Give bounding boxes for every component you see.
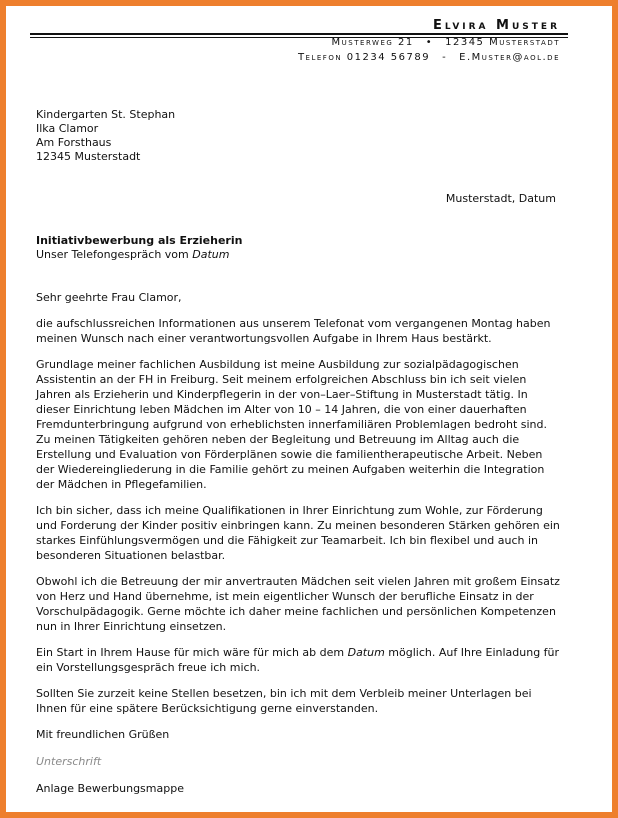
sender-street: Musterweg 21 xyxy=(331,37,414,48)
sender-city: 12345 Musterstadt xyxy=(445,37,560,48)
paragraph-qualifications: Ich bin sicher, dass ich meine Qualifikationen in Ihrer Einrichtung zum Wohle, zur Förderung und Forderung der Kinder positiv einbringen kann. Zu meinen besonderen Stärken gehören ein starkes Einfühlungsvermögen und die Fähigkeit zur Teamarbeit. Ich bin flexibel und auch in besonderen Situationen belastbar. xyxy=(36,504,560,562)
sender-phone: Telefon 01234 56789 xyxy=(297,52,431,63)
paragraph-start-date xyxy=(36,645,561,675)
paragraph-closing-remark: Sollten Sie zurzeit keine Stellen besetzen, bin ich mit dem Verbleib meiner Unterlagen bei Ihnen für eine spätere Berücksichtigung gerne einverstanden. xyxy=(36,687,532,715)
separator-dash: - xyxy=(442,52,448,63)
start-text-b: möglich. Auf Ihre Einladung für ein Vorstellungsgespräch freue ich mich. xyxy=(36,646,560,674)
sender-name: Elvira Muster xyxy=(432,18,560,33)
recipient-line: Ilka Clamor xyxy=(36,122,99,135)
recipient-address xyxy=(36,108,175,164)
signature-placeholder: Unterschrift xyxy=(36,755,102,768)
subject-block xyxy=(36,234,242,262)
letter-page xyxy=(6,6,612,812)
paragraph-education: Grundlage meiner fachlichen Ausbildung ist meine Ausbildung zur sozialpädagogischen Assistentin an der FH in Freiburg. Seit meinem erfolgreichen Abschluss bin ich seit vielen Jahren als Erzieherin und Kinderpflegerin in der von–Laer–Stiftung in Musterstadt tätig. In dieser Einrichtung leben Mädchen im Alter von 10 – 14 Jahren, die von einer dauerhaften Fremdunterbringung aufgrund von erheblichsten innerfamiliären Problemlagen bedroht sind. Zu meinen Tätigkeiten gehören neben der Begleitung und Betreuung im Alltag auch die Erstellung und Evaluation von Förderplänen sowie die familientherapeutische Arbeit. Neben der Wiedereingliederung in die Familie gehört zu meinen Aufgaben weiterhin die Integration der Mädchen in Pflegefamilien. xyxy=(36,358,548,491)
recipient-line: Am Forsthaus xyxy=(36,136,112,149)
sender-contact-line xyxy=(298,52,560,63)
letter-date: Musterstadt, Datum xyxy=(445,192,556,205)
closing-phrase: Mit freundlichen Grüßen xyxy=(36,728,170,741)
salutation: Sehr geehrte Frau Clamor, xyxy=(36,291,182,304)
recipient-line: 12345 Musterstadt xyxy=(36,150,141,163)
header-rule-thick xyxy=(30,33,568,35)
sender-email: E.Muster@aol.de xyxy=(459,52,560,63)
reference-prefix: Unser Telefongespräch vom xyxy=(36,248,193,261)
subject-reference xyxy=(36,248,242,262)
sender-address-line xyxy=(332,37,560,48)
reference-date: Datum xyxy=(192,248,230,261)
subject-title: Initiativbewerbung als Erzieherin xyxy=(36,234,243,247)
paragraph-motivation: Obwohl ich die Betreuung der mir anvertrauten Mädchen seit vielen Jahren mit großem Einsatz von Herz und Hand übernehme, ist mein eigentlicher Wunsch der berufliche Einsatz in der Vorschulpädagogik. Gerne möchte ich daher meine fachlichen und persönlichen Kompetenzen nun in Ihrer Einrichtung einsetzen. xyxy=(36,575,560,633)
start-date: Datum xyxy=(347,646,385,659)
separator-dot: • xyxy=(425,37,434,48)
paragraph-intro: die aufschlussreichen Informationen aus unserem Telefonat vom vergangenen Montag haben meinen Wunsch nach einer verantwortungsvollen Aufgabe in Ihrem Haus bestärkt. xyxy=(36,317,551,345)
start-text-a: Ein Start in Ihrem Hause für mich wäre für mich ab dem xyxy=(36,646,348,659)
attachment-note: Anlage Bewerbungsmappe xyxy=(36,782,184,795)
recipient-line: Kindergarten St. Stephan xyxy=(36,108,176,121)
letter-body xyxy=(36,290,561,796)
